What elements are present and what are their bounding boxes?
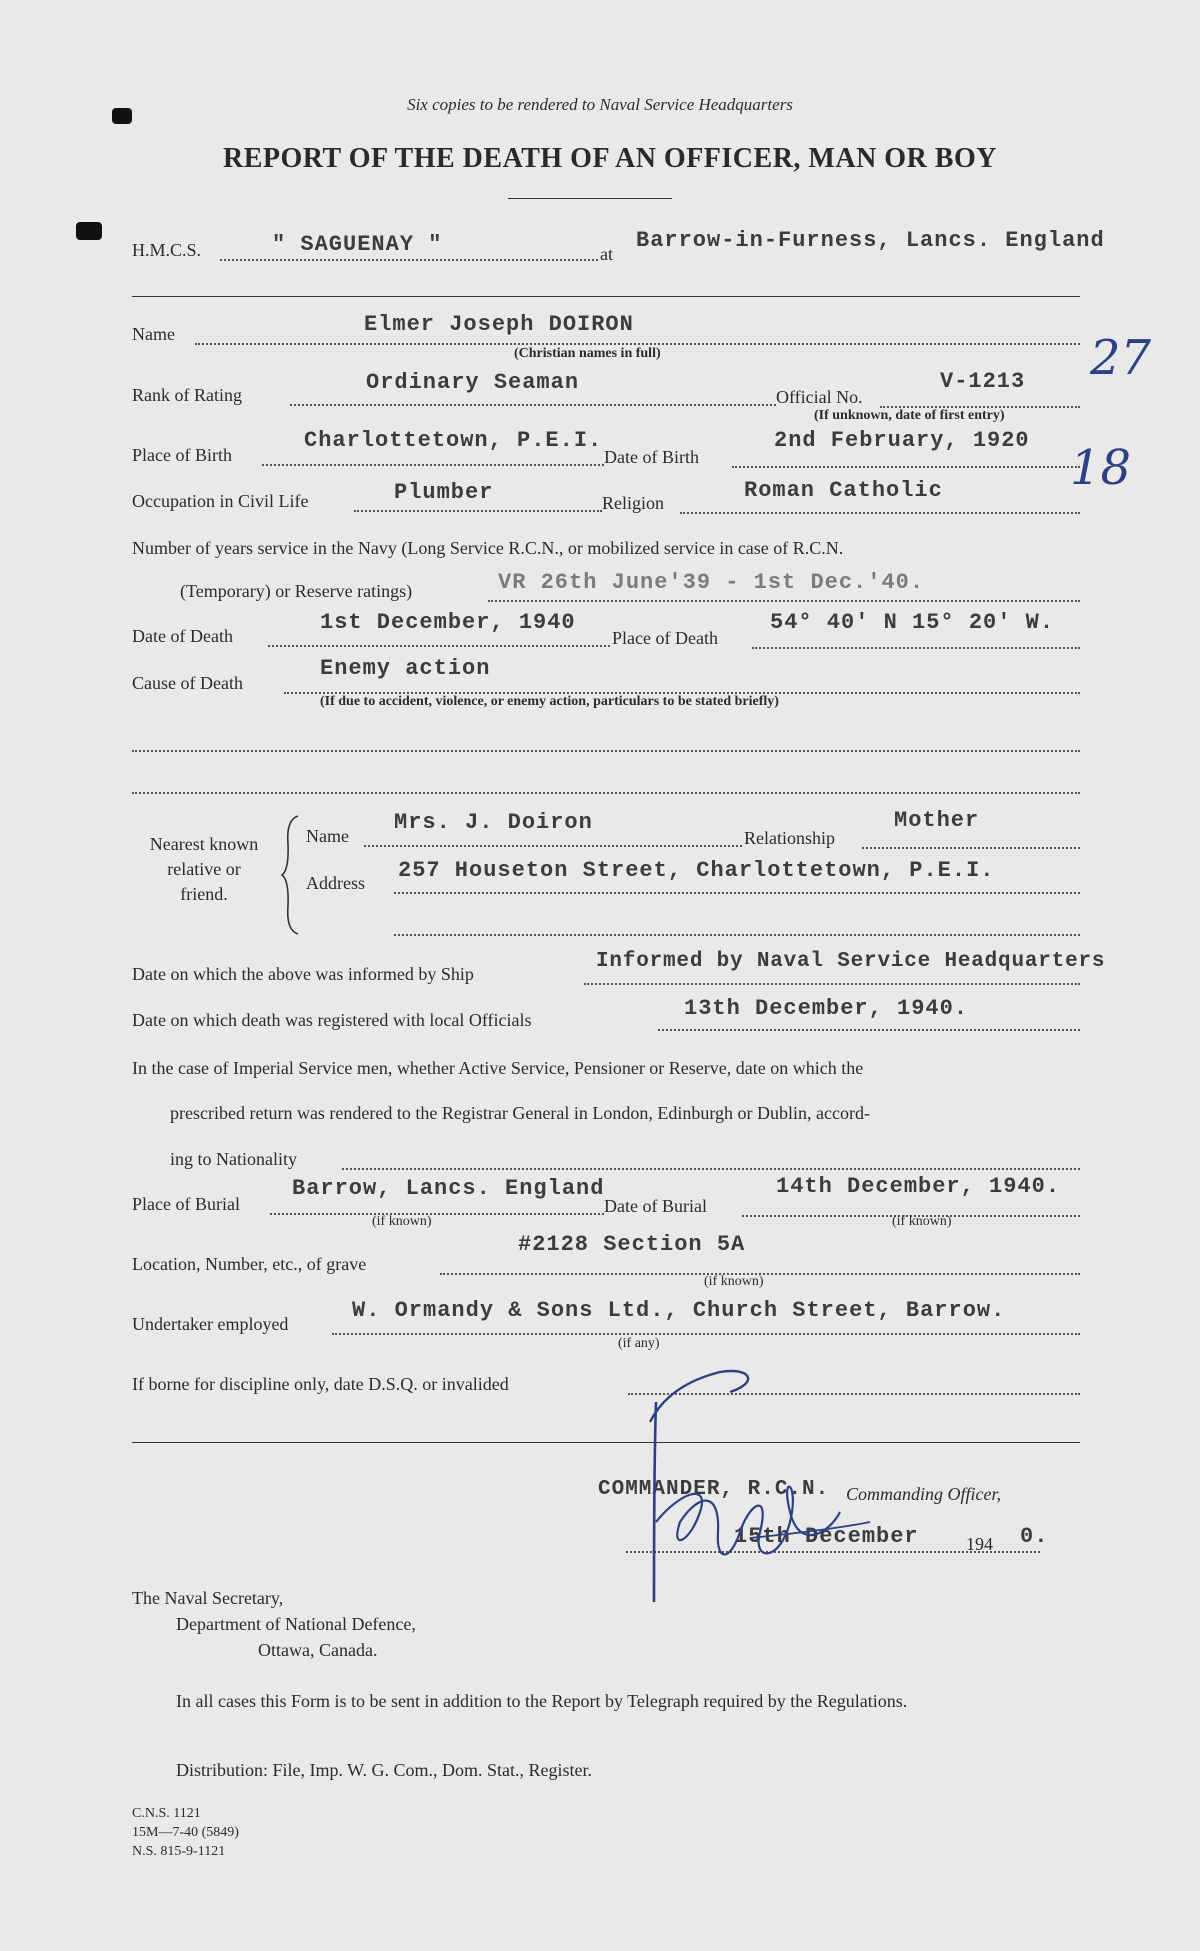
relative-group-label-1: Nearest known	[149, 834, 259, 854]
service-value: VR 26th June'39 - 1st Dec.'40.	[498, 570, 925, 595]
informed-dots	[584, 983, 1080, 985]
burial-place-note: (if known)	[372, 1214, 432, 1229]
relationship-dots	[862, 847, 1080, 849]
section-rule-2	[132, 1442, 1080, 1443]
registered-label: Date on which death was registered with local Officials	[132, 1010, 532, 1030]
blank-dots-2	[132, 792, 1080, 794]
year-suffix: 0.	[1020, 1524, 1049, 1549]
relationship-value: Mother	[894, 808, 980, 833]
registered-dots	[658, 1029, 1080, 1031]
official-label: Official No.	[776, 387, 863, 407]
death-date-dots	[268, 645, 610, 647]
relationship-label: Relationship	[744, 828, 835, 848]
imperial-line-1: In the case of Imperial Service men, whether Active Service, Pensioner or Reserve, date on which the	[132, 1058, 864, 1078]
form-code-3: N.S. 815-9-1121	[132, 1844, 226, 1859]
grave-note: (if known)	[704, 1274, 764, 1289]
at-label: at	[600, 244, 613, 264]
burial-place-label: Place of Burial	[132, 1194, 240, 1214]
undertaker-label: Undertaker employed	[132, 1314, 289, 1334]
registered-value: 13th December, 1940.	[684, 996, 969, 1021]
margin-note-top: 27	[1090, 330, 1152, 386]
rank-value: Ordinary Seaman	[366, 370, 580, 395]
burial-date-note: (if known)	[892, 1214, 952, 1229]
informed-value: Informed by Naval Service Headquarters	[596, 950, 1106, 973]
relative-name-dots	[364, 845, 742, 847]
cause-note: (If due to accident, violence, or enemy action, particulars to be stated briefly)	[320, 694, 779, 709]
name-note: (Christian names in full)	[514, 346, 661, 361]
imperial-line-2: prescribed return was rendered to the Registrar General in London, Edinburgh or Dublin, accord-	[170, 1103, 870, 1123]
commanding-officer-label: Commanding Officer,	[846, 1484, 1001, 1504]
occupation-dots	[354, 510, 602, 512]
official-value: V-1213	[940, 369, 1026, 394]
birth-date-value: 2nd February, 1920	[774, 428, 1030, 453]
discipline-label: If borne for discipline only, date D.S.Q. or invalided	[132, 1374, 509, 1394]
undertaker-value: W. Ormandy & Sons Ltd., Church Street, Barrow.	[352, 1298, 1006, 1323]
relative-address-value: 257 Houseton Street, Charlottetown, P.E.I.	[398, 858, 995, 883]
death-date-label: Date of Death	[132, 626, 233, 646]
relative-name-label: Name	[306, 826, 349, 846]
grave-label: Location, Number, etc., of grave	[132, 1254, 367, 1274]
form-code-2: 15M—7-40 (5849)	[132, 1825, 239, 1840]
birth-place-value: Charlottetown, P.E.I.	[304, 428, 603, 453]
religion-label: Religion	[602, 493, 664, 513]
section-rule	[132, 296, 1080, 297]
year-prefix: 194	[966, 1534, 993, 1554]
birth-date-label: Date of Birth	[604, 447, 699, 467]
addressee-line-1: The Naval Secretary,	[132, 1588, 284, 1608]
ship-dots	[220, 259, 598, 261]
death-date-value: 1st December, 1940	[320, 610, 576, 635]
undertaker-note: (if any)	[618, 1336, 660, 1351]
burial-place-dots	[270, 1213, 604, 1215]
occupation-label: Occupation in Civil Life	[132, 491, 309, 511]
name-label: Name	[132, 324, 175, 344]
informed-label: Date on which the above was informed by Ship	[132, 964, 474, 984]
religion-value: Roman Catholic	[744, 478, 943, 503]
birth-place-label: Place of Birth	[132, 445, 232, 465]
relative-address-label: Address	[306, 873, 365, 893]
cause-value: Enemy action	[320, 656, 491, 681]
death-place-value: 54° 40' N 15° 20' W.	[770, 610, 1055, 635]
addressee-line-2: Department of National Defence,	[176, 1614, 416, 1634]
burial-date-value: 14th December, 1940.	[776, 1174, 1061, 1199]
death-place-dots	[752, 647, 1080, 649]
occupation-value: Plumber	[394, 480, 494, 505]
religion-dots	[680, 512, 1080, 514]
service-line-2: (Temporary) or Reserve ratings)	[180, 581, 413, 601]
relative-address-dots	[394, 892, 1080, 894]
commander-rank: COMMANDER, R.C.N.	[598, 1478, 830, 1501]
margin-note-bottom: 18	[1070, 440, 1132, 496]
service-line-1: Number of years service in the Navy (Long Service R.C.N., or mobilized service in case of R.C.N.	[132, 538, 844, 558]
at-value: Barrow-in-Furness, Lancs. England	[636, 228, 1105, 253]
imperial-dots	[342, 1168, 1080, 1170]
addressee-line-3: Ottawa, Canada.	[258, 1640, 378, 1660]
blank-dots-1	[132, 750, 1080, 752]
burial-date-label: Date of Burial	[604, 1196, 707, 1216]
relative-group-label-2: relative or	[167, 859, 241, 879]
service-dots	[488, 600, 1080, 602]
form-code-1: C.N.S. 1121	[132, 1806, 201, 1821]
punch-hole	[76, 222, 102, 240]
signature-mark	[640, 1362, 876, 1604]
relative-name-value: Mrs. J. Doiron	[394, 810, 593, 835]
official-note: (If unknown, date of first entry)	[814, 408, 1005, 423]
name-dots	[195, 343, 1080, 345]
burial-place-value: Barrow, Lancs. England	[292, 1176, 605, 1201]
distribution-text: Distribution: File, Imp. W. G. Com., Dom. Stat., Register.	[176, 1760, 593, 1780]
copies-note: Six copies to be rendered to Naval Service Headquarters	[407, 95, 793, 114]
rank-dots	[290, 404, 776, 406]
bracket-icon	[280, 814, 302, 936]
birth-place-dots	[262, 464, 604, 466]
birth-date-dots	[732, 466, 1080, 468]
ship-value: " SAGUENAY "	[272, 232, 443, 257]
rank-label: Rank of Rating	[132, 385, 242, 405]
undertaker-dots	[332, 1333, 1080, 1335]
ship-label: H.M.C.S.	[132, 240, 202, 260]
page-title: REPORT OF THE DEATH OF AN OFFICER, MAN OR BOY	[223, 143, 997, 174]
death-place-label: Place of Death	[612, 628, 718, 648]
relative-address-dots-2	[394, 934, 1080, 936]
cause-label: Cause of Death	[132, 673, 243, 693]
relative-group-label-3: friend.	[180, 884, 228, 904]
title-underline	[508, 198, 672, 199]
signature-date: 15th December	[734, 1524, 919, 1549]
instructions-text: In all cases this Form is to be sent in addition to the Report by Telegraph required by the Regulations.	[176, 1691, 908, 1711]
imperial-line-3: ing to Nationality	[170, 1149, 297, 1169]
grave-value: #2128 Section 5A	[518, 1232, 746, 1257]
name-value: Elmer Joseph DOIRON	[364, 312, 634, 337]
